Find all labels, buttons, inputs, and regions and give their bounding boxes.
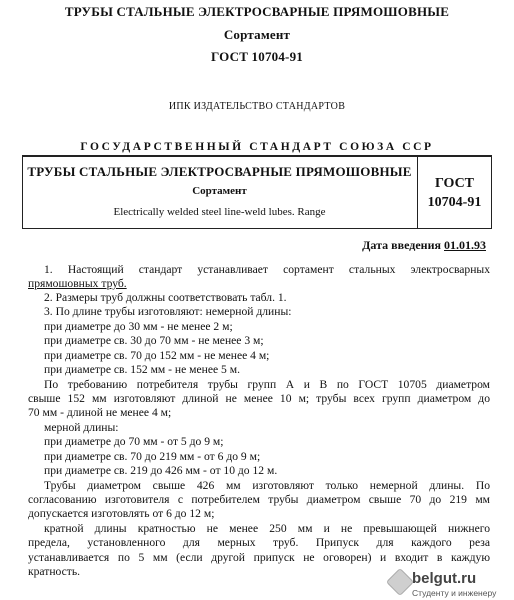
length-item-3: при диаметре св. 70 до 152 мм - не менее 4 м; [44, 349, 270, 362]
para-5-line3: допускается изготовлять от 6 до 12 м; [28, 507, 215, 520]
banner-rule [22, 155, 492, 157]
watermark [386, 570, 514, 600]
doc-title-line1: ТРУБЫ СТАЛЬНЫЕ ЭЛЕКТРОСВАРНЫЕ ПРЯМОШОВНЫЕ [64, 4, 450, 19]
measured-item-3: при диаметре св. 219 до 426 мм - от 10 до 12 м. [44, 464, 278, 477]
belgut-logo-icon [386, 568, 414, 596]
watermark-tagline: Студенту и инженеру [412, 588, 497, 598]
measured-item-1: при диаметре до 70 мм - от 5 до 9 м; [44, 435, 224, 448]
para-1-line2: прямошовных труб. [28, 277, 127, 290]
para-5-line2: согласованию изготовителя с потребителем трубы диаметром свыше 70 до 219 мм [28, 493, 490, 506]
box-title-ru: ТРУБЫ СТАЛЬНЫЕ ЭЛЕКТРОСВАРНЫЕ ПРЯМОШОВНЫЕ [27, 164, 412, 179]
para-3-intro: 3. По длине трубы изготовляют: немерной длины: [44, 305, 292, 318]
para-5-line1: Трубы диаметром свыше 426 мм изготовляют только немерной длины. По [44, 479, 490, 492]
measured-item-2: при диаметре св. 70 до 219 мм - от 6 до 9 м; [44, 450, 261, 463]
box-bottom-border [22, 228, 492, 229]
measured-length-title: мерной длины: [44, 421, 119, 434]
gost-number: 10704-91 [427, 195, 482, 210]
box-subtitle-ru: Сортамент [192, 185, 247, 197]
effective-date [362, 238, 486, 253]
standard-banner: ГОСУДАРСТВЕННЫЙ СТАНДАРТ СОЮЗА ССР [80, 141, 434, 153]
publisher: ИПК ИЗДАТЕЛЬСТВО СТАНДАРТОВ [168, 101, 346, 112]
para-2: 2. Размеры труб должны соответствовать табл. 1. [44, 291, 287, 304]
para-4-line3: 70 мм - длиной не менее 4 м; [28, 406, 172, 419]
box-divider [417, 156, 418, 228]
watermark-brand: belgut.ru [412, 570, 477, 587]
effective-date-value: 01.01.93 [444, 238, 486, 252]
para-6-line1: кратной длины кратностью не менее 250 мм и не превышающей нижнего [44, 522, 490, 535]
doc-title-line3: ГОСТ 10704-91 [211, 49, 303, 64]
para-6-line2: предела, установленного для мерных труб. Припуск для каждого реза [28, 536, 490, 549]
effective-date-label: Дата введения [362, 238, 441, 252]
para-1-line1: 1. Настоящий стандарт устанавливает сортамент стальных электросварных [44, 263, 490, 276]
box-right-border [491, 156, 492, 228]
length-item-2: при диаметре св. 30 до 70 мм - не менее 3 м; [44, 334, 264, 347]
length-item-4: при диаметре св. 152 мм - не менее 5 м. [44, 363, 240, 376]
gost-label: ГОСТ [434, 176, 475, 191]
box-title-en: Electrically welded steel line-weld lubes. Range [113, 206, 326, 218]
para-4-line2: свыше 152 мм изготовляют длиной не менее 10 м; трубы всех групп диаметром до [28, 392, 490, 405]
para-6-line4: кратность. [28, 565, 81, 578]
doc-title-line2: Сортамент [223, 27, 291, 42]
para-4-line1: По требованию потребителя трубы групп А и В по ГОСТ 10705 диаметром [44, 378, 490, 391]
para-6-line3: устанавливается по 5 мм (если другой припуск не оговорен) и входит в каждую [28, 551, 490, 564]
length-item-1: при диаметре до 30 мм - не менее 2 м; [44, 320, 233, 333]
